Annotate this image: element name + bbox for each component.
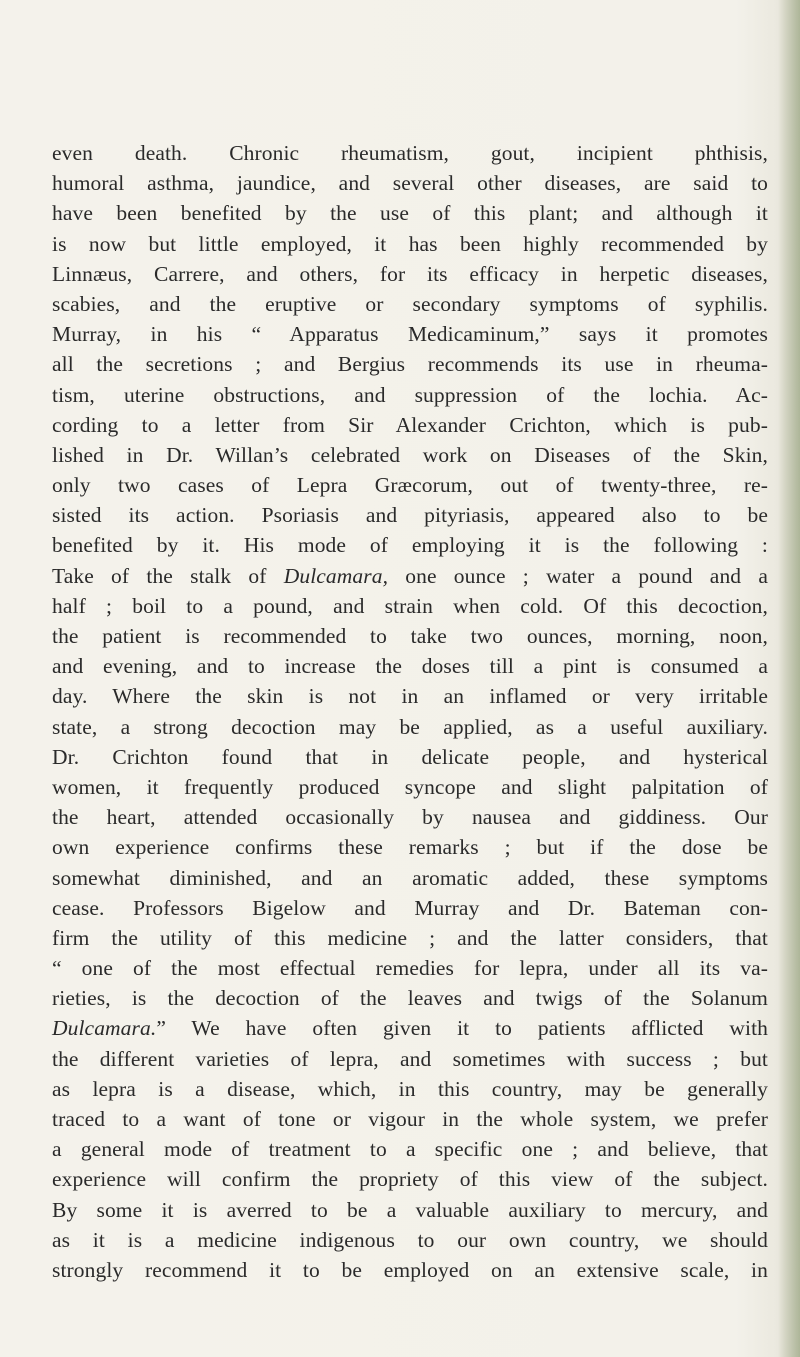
text-line: a general mode of treatment to a specific one ; and believe, that [52, 1137, 768, 1162]
text-line: all the secretions ; and Bergius recommends its use in rheuma- [52, 352, 768, 377]
text-line: the patient is recommended to take two ounces, morning, noon, [52, 624, 768, 648]
text-line: as it is a medicine indigenous to our own country, we should [52, 1227, 768, 1252]
body-text [52, 138, 768, 1285]
text-line-with-italic [52, 561, 768, 591]
text-line: day. Where the skin is not in an inflamed or very irritable [52, 684, 768, 709]
line-text-before: Take of the stalk of [52, 563, 284, 588]
text-line: the heart, attended occasionally by nausea and giddiness. Our [52, 805, 768, 830]
line-text-after: ” We have often given it to patients afflicted with [156, 1016, 768, 1041]
text-line: is now but little employed, it has been highly recommended by [52, 231, 768, 256]
text-line: own experience confirms these remarks ; but if the dose be [52, 835, 768, 860]
text-line: “ one of the most effectual remedies for lepra, under all its va- [52, 956, 768, 981]
text-line: By some it is averred to be a valuable auxiliary to mercury, and [52, 1197, 768, 1222]
text-line: firm the utility of this medicine ; and the latter considers, that [52, 925, 768, 950]
italic-term: Dulcamara, [283, 563, 389, 588]
italic-term: Dulcamara. [52, 1016, 157, 1041]
text-line: humoral asthma, jaundice, and several other diseases, are said to [52, 171, 768, 196]
text-line: Dr. Crichton found that in delicate people, and hysterical [52, 744, 768, 769]
text-line: tism, uterine obstructions, and suppression of the lochia. Ac- [52, 382, 768, 407]
text-line: cording to a letter from Sir Alexander Crichton, which is pub- [52, 412, 768, 437]
text-line: women, it frequently produced syncope and slight palpitation of [52, 774, 768, 799]
text-line: strongly recommend it to be employed on an extensive scale, in [52, 1257, 768, 1282]
text-line: half ; boil to a pound, and strain when cold. Of this decoction, [52, 593, 768, 618]
text-line: have been benefited by the use of this plant; and although it [52, 201, 768, 226]
page-spine-shadow [778, 0, 800, 1357]
text-line: rieties, is the decoction of the leaves and twigs of the Solanum [52, 986, 768, 1011]
text-line: Murray, in his “ Apparatus Medicaminum,” says it promotes [52, 322, 768, 347]
text-line: state, a strong decoction may be applied, as a useful auxiliary. [52, 714, 768, 739]
text-line: experience will confirm the propriety of this view of the subject. [52, 1167, 768, 1192]
text-line-with-italic [52, 1013, 768, 1043]
text-line: the different varieties of lepra, and sometimes with success ; but [52, 1046, 768, 1071]
text-line: and evening, and to increase the doses till a pint is consumed a [52, 654, 768, 679]
text-line: somewhat diminished, and an aromatic added, these symptoms [52, 865, 768, 890]
text-line: as lepra is a disease, which, in this country, may be generally [52, 1076, 768, 1101]
text-line: cease. Professors Bigelow and Murray and Dr. Bateman con- [52, 895, 768, 920]
text-line: scabies, and the eruptive or secondary symptoms of syphilis. [52, 291, 768, 316]
text-line: even death. Chronic rheumatism, gout, incipient phthisis, [52, 141, 768, 165]
text-line: lished in Dr. Willan’s celebrated work on Diseases of the Skin, [52, 442, 768, 467]
text-line: Linnæus, Carrere, and others, for its efficacy in herpetic diseases, [52, 261, 768, 286]
text-line: only two cases of Lepra Græcorum, out of twenty-three, re- [52, 473, 768, 498]
text-line: sisted its action. Psoriasis and pityriasis, appeared also to be [52, 503, 768, 528]
text-line: benefited by it. His mode of employing it is the following : [52, 533, 768, 558]
line-text-after: one ounce ; water a pound and a [388, 563, 768, 588]
text-line: traced to a want of tone or vigour in the whole system, we prefer [52, 1107, 768, 1131]
